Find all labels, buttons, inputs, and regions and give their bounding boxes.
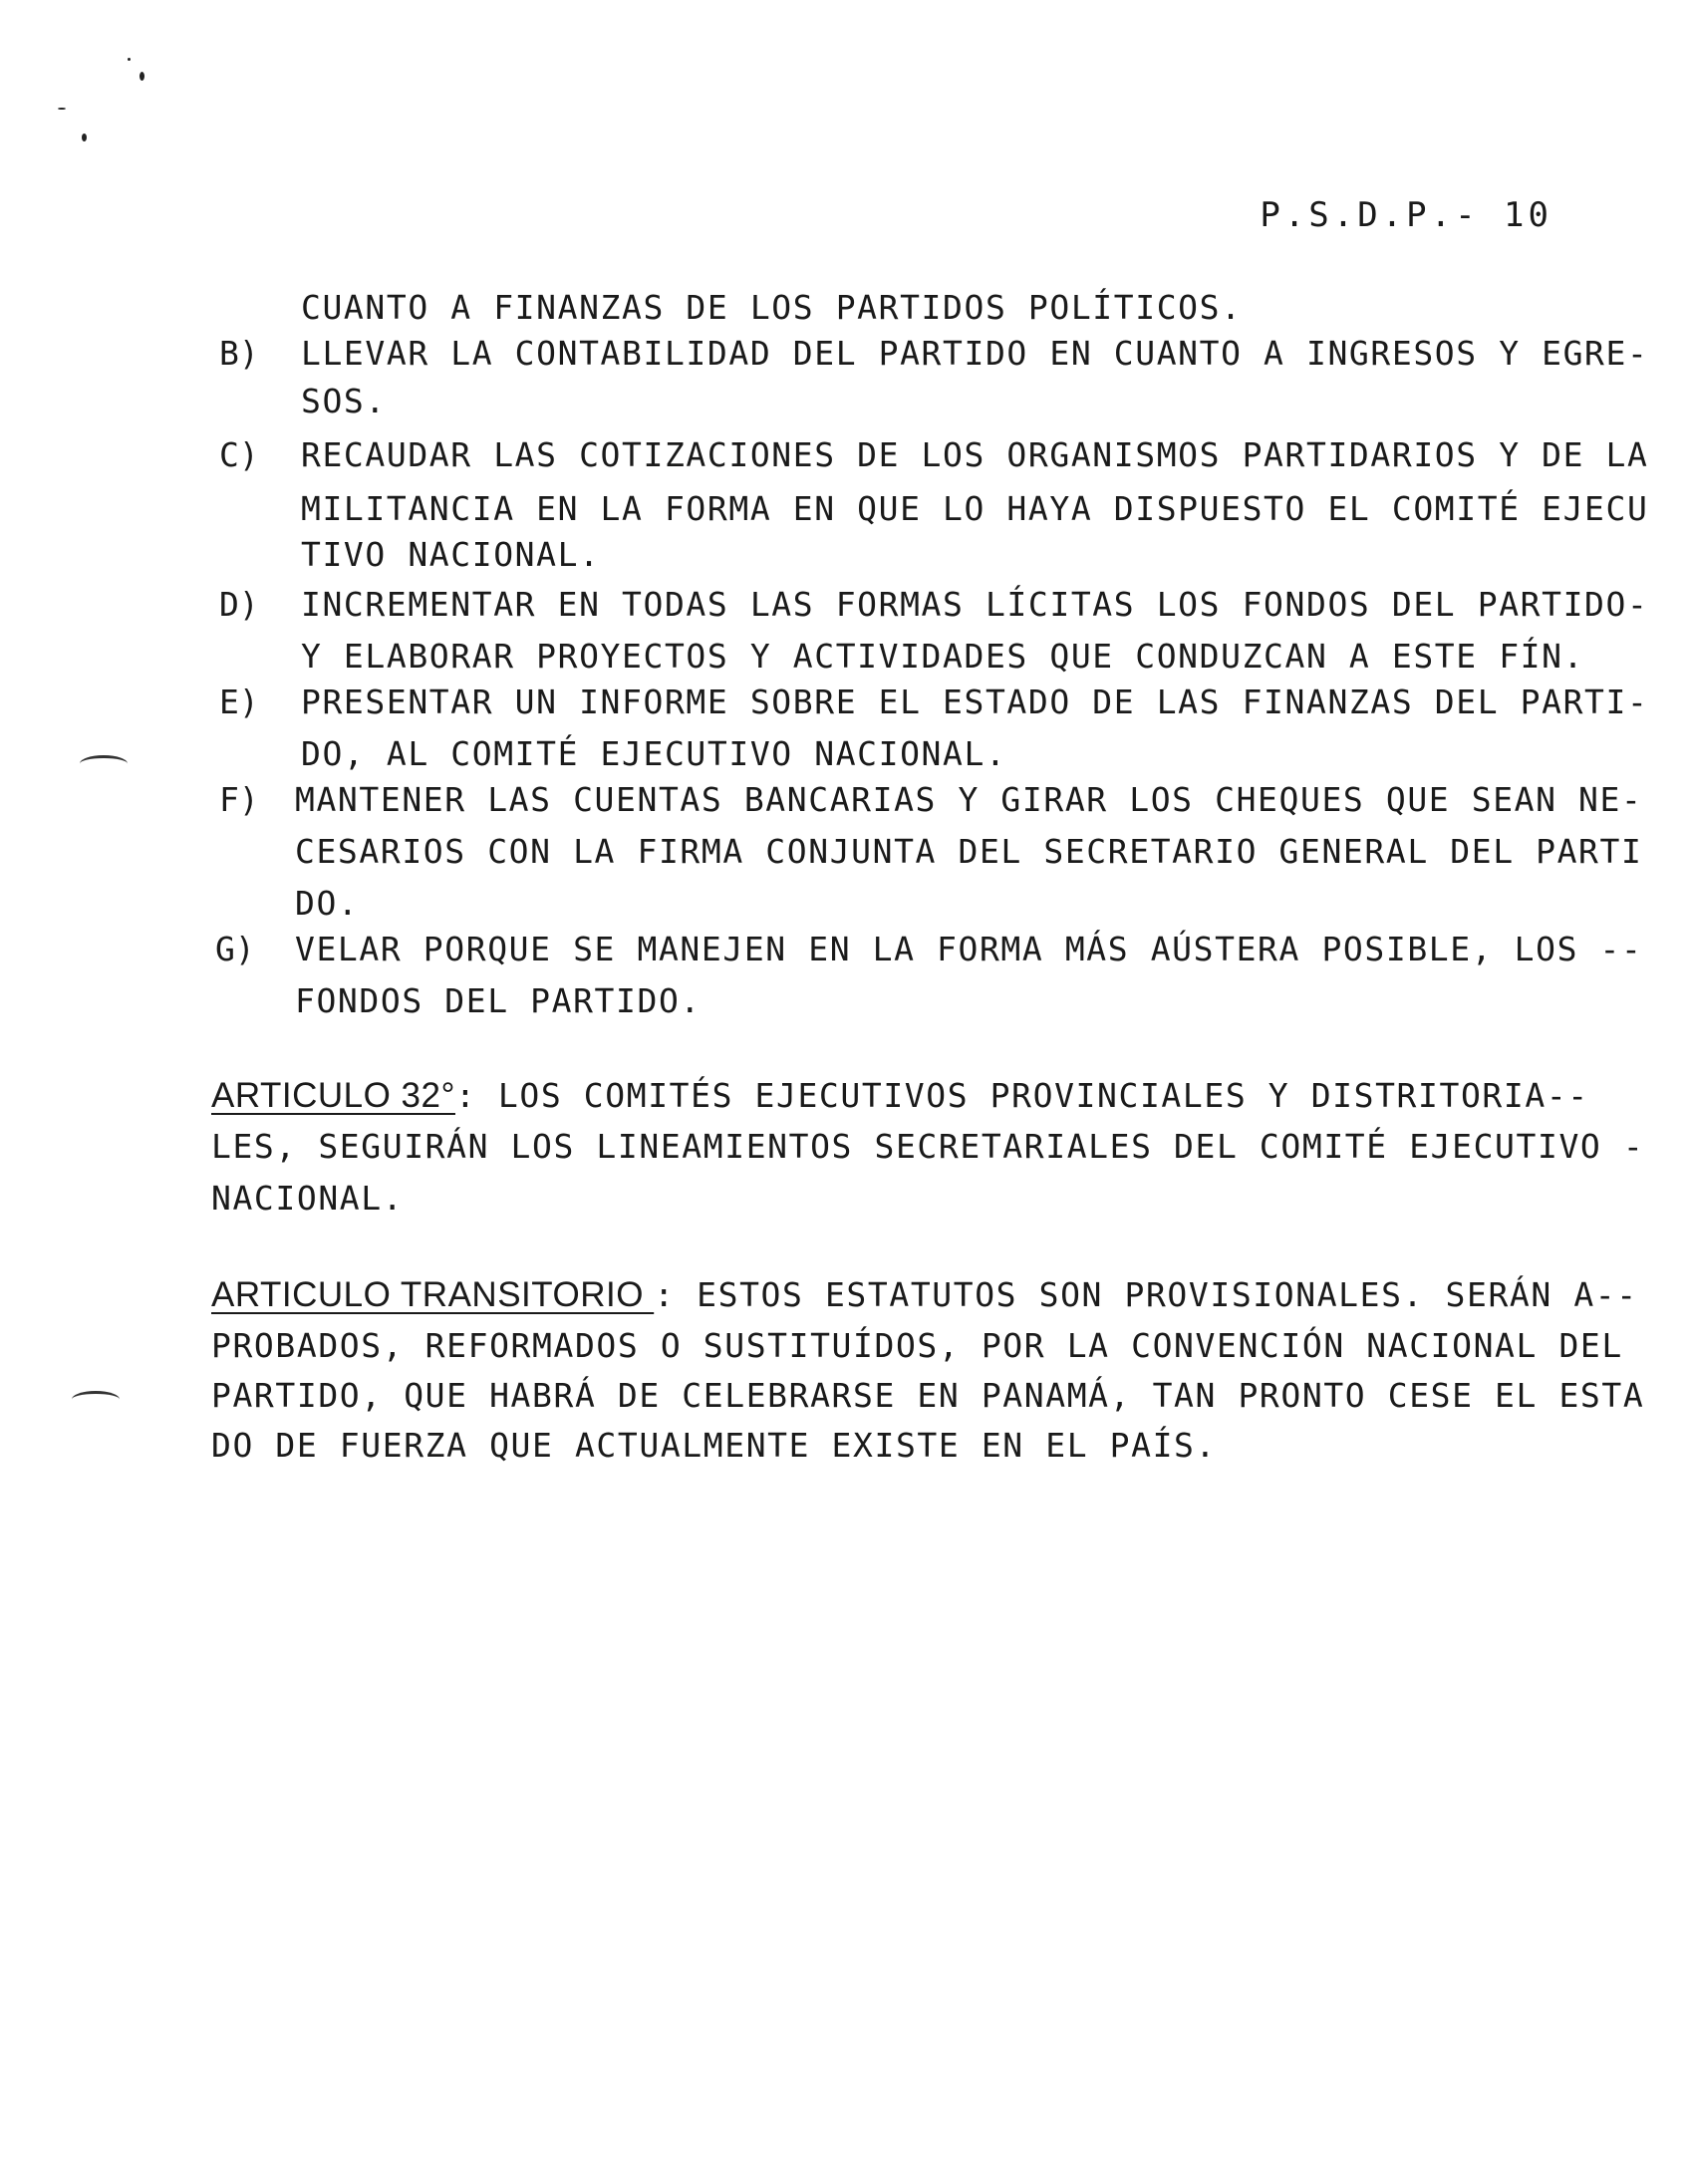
articulo-32-line: NACIONAL. xyxy=(211,1179,405,1218)
margin-mark xyxy=(80,755,128,772)
item-line: VELAR PORQUE SE MANEJEN EN LA FORMA MÁS AÚSTERA POSIBLE, LOS -- xyxy=(295,930,1643,968)
speck xyxy=(58,108,66,110)
speck xyxy=(128,58,131,61)
articulo-32-line: LES, SEGUIRÁN LOS LINEAMIENTOS SECRETARIALES DEL COMITÉ EJECUTIVO - xyxy=(211,1127,1645,1166)
item-letter: C) xyxy=(219,435,259,474)
item-letter: E) xyxy=(219,682,259,721)
item-line: TIVO NACIONAL. xyxy=(301,535,601,574)
articulo-32-text: : LOS COMITÉS EJECUTIVOS PROVINCIALES Y DISTRITORIA-- xyxy=(454,1076,1589,1115)
articulo-32-first-line xyxy=(211,1078,1589,1113)
item-line: PRESENTAR UN INFORME SOBRE EL ESTADO DE LAS FINANZAS DEL PARTI- xyxy=(301,682,1649,721)
item-line: RECAUDAR LAS COTIZACIONES DE LOS ORGANISMOS PARTIDARIOS Y DE LA xyxy=(301,435,1649,474)
item-letter: D) xyxy=(219,585,259,624)
intro-line: CUANTO A FINANZAS DE LOS PARTIDOS POLÍTICOS. xyxy=(301,288,1243,327)
item-line: SOS. xyxy=(301,382,387,420)
item-letter: F) xyxy=(219,780,259,819)
item-line: MILITANCIA EN LA FORMA EN QUE LO HAYA DISPUESTO EL COMITÉ EJECU xyxy=(301,489,1649,528)
item-line: Y ELABORAR PROYECTOS Y ACTIVIDADES QUE CONDUZCAN A ESTE FÍN. xyxy=(301,637,1585,676)
articulo-transitorio-first-line xyxy=(211,1277,1638,1312)
page-number: P.S.D.P.- 10 xyxy=(1260,195,1552,235)
item-letter: G) xyxy=(215,930,255,968)
item-letter: B) xyxy=(219,334,259,373)
articulo-transitorio-heading: ARTICULO TRANSITORIO xyxy=(211,1275,655,1314)
articulo-transitorio-line: DO DE FUERZA QUE ACTUALMENTE EXISTE EN EL PAÍS. xyxy=(211,1426,1217,1465)
speck xyxy=(82,134,87,141)
articulo-32-heading: ARTICULO 32° xyxy=(211,1076,455,1115)
articulo-transitorio-line: PARTIDO, QUE HABRÁ DE CELEBRARSE EN PANAMÁ, TAN PRONTO CESE EL ESTA xyxy=(211,1376,1645,1415)
item-line: DO, AL COMITÉ EJECUTIVO NACIONAL. xyxy=(301,734,1007,773)
item-line: FONDOS DEL PARTIDO. xyxy=(295,981,702,1020)
speck xyxy=(140,72,144,81)
articulo-transitorio-line: PROBADOS, REFORMADOS O SUSTITUÍDOS, POR LA CONVENCIÓN NACIONAL DEL xyxy=(211,1326,1623,1365)
item-line: DO. xyxy=(295,884,360,923)
margin-mark xyxy=(72,1391,120,1408)
item-line: CESARIOS CON LA FIRMA CONJUNTA DEL SECRETARIO GENERAL DEL PARTI xyxy=(295,832,1643,871)
item-line: MANTENER LAS CUENTAS BANCARIAS Y GIRAR LOS CHEQUES QUE SEAN NE- xyxy=(295,780,1643,819)
item-line: INCREMENTAR EN TODAS LAS FORMAS LÍCITAS LOS FONDOS DEL PARTIDO- xyxy=(301,585,1649,624)
articulo-transitorio-text: : ESTOS ESTATUTOS SON PROVISIONALES. SERÁN A-- xyxy=(654,1275,1638,1314)
item-line: LLEVAR LA CONTABILIDAD DEL PARTIDO EN CUANTO A INGRESOS Y EGRE- xyxy=(301,334,1649,373)
